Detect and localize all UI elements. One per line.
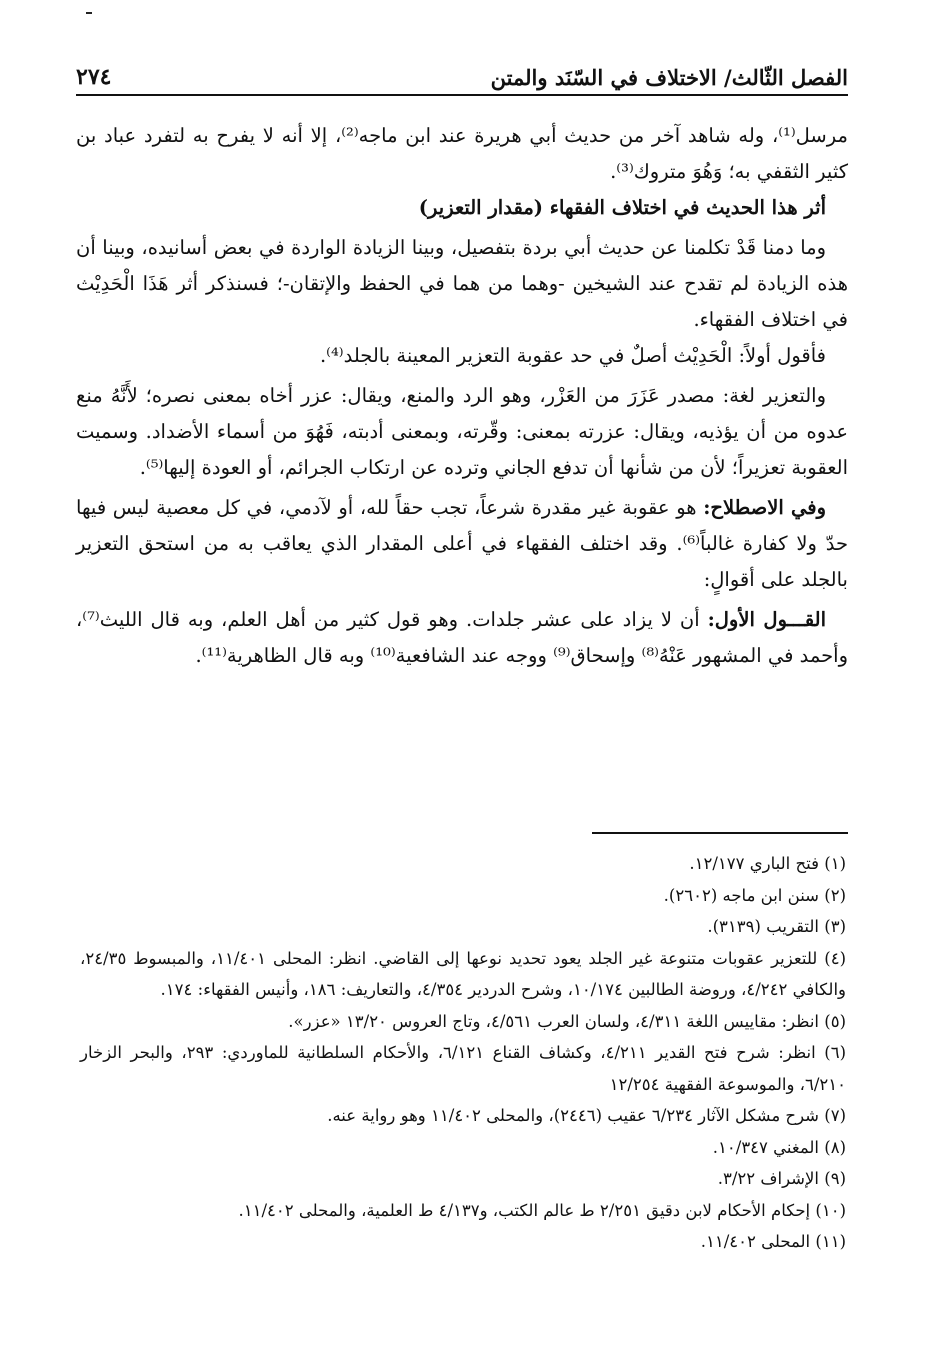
scan-mark bbox=[86, 12, 92, 14]
footnote-7: (٧) شرح مشكل الآثار ٦/٢٣٤ عقيب (٢٤٤٦)، والمحلى ١١/٤٠٢ وهو رواية عنه. bbox=[327, 1106, 846, 1125]
paragraph-5 bbox=[76, 490, 848, 598]
footnote-5: (٥) انظر: مقاييس اللغة ٤/٣١١، ولسان العرب ٤/٥٦١، وتاج العروس ١٣/٢٠ «عزر». bbox=[288, 1011, 846, 1031]
footnote-1: (١) فتح الباري ١٢/١٧٧. bbox=[689, 854, 846, 873]
term-label: وفي الاصطلاح: bbox=[703, 496, 827, 519]
definition-text: هو عقوبة غير مقدرة شرعاً، تجب حقاً لله، أو لآدمي، في كل معصية ليس فيها حدّ ولا كفارة غالباً⁽⁶⁾. وقد اختلف الفقهاء في أعلى المقدار الذي يعاقب به من استحق التعزير بالجلد على أقوالٍ: bbox=[76, 496, 848, 591]
paragraph-1: مرسل⁽¹⁾، وله شاهد آخر من حديث أبي هريرة عند ابن ماجه⁽²⁾، إلا أنه لا يفرح به لتفرد عباد بن كثير الثقفي به؛ وَهُوَ متروك⁽³⁾. bbox=[76, 124, 848, 183]
footnote-6: (٦) انظر: شرح فتح القدير ٤/٢١١، وكشاف القناع ٦/١٢١، والأحكام السلطانية للماوردي: ٢٩٣، والبحر الزخار ٦/٢١٠، والموسوعة الفقهية ١٢/٢٥٤ bbox=[80, 1043, 846, 1094]
running-title: الفصل الثّالث/ الاختلاف في السّنَد والمتن bbox=[490, 65, 848, 90]
footnotes bbox=[80, 848, 846, 1258]
footnote-separator bbox=[592, 832, 848, 834]
paragraph-3: فأقول أولاً: الْحَدِيْث أصلٌ في حد عقوبة التعزير المعينة بالجلد⁽⁴⁾. bbox=[319, 344, 826, 367]
footnote-10: (١٠) إحكام الأحكام لابن دقيق ٢/٢٥١ ط عالم الكتب، و٤/١٣٧ ط العلمية، والمحلى ١١/٤٠٢. bbox=[238, 1200, 846, 1220]
footnote-8: (٨) المغني ١٠/٣٤٧. bbox=[712, 1137, 846, 1157]
footnote-3: (٣) التقريب (٣١٣٩). bbox=[707, 917, 846, 936]
paragraph-2: وما دمنا قَدْ تكلمنا عن حديث أبي بردة بتفصيل، وبينا الزيادة الواردة في بعض أسانيده، وبينا أن هذه الزيادة لم تقدح عند الشيخين -وهما من هما في الحفظ والإتقان-؛ فسنذكر أثر هَذَا الْحَدِيْث في اختلاف الفقهاء. bbox=[76, 236, 848, 331]
first-opinion-label: القـــول الأول: bbox=[707, 608, 827, 631]
main-text bbox=[76, 118, 848, 674]
footnote-9: (٩) الإشراف ٣/٢٢. bbox=[717, 1169, 846, 1188]
page-number: ٢٧٤ bbox=[76, 64, 112, 90]
section-heading: أثر هذا الحديث في اختلاف الفقهاء (مقدار التعزير) bbox=[418, 196, 826, 219]
paragraph-4: والتعزير لغة: مصدر عَزَرَ من العَزْر، وهو الرد والمنع، ويقال: عزر أخاه بمعنى نصره؛ لأَنَّهُ منع عدوه من أن يؤذيه، ويقال: عزرته بمعنى: وقّرته، وبمعنى أدبته، فَهُوَ من أسماء الأضداد. وسميت العقوبة تعزيراً؛ لأن من شأنها أن تدفع الجاني وترده عن ارتكاب الجرائم، أو العودة إليها⁽⁵⁾. bbox=[76, 384, 848, 479]
paragraph-6 bbox=[76, 602, 848, 674]
first-opinion-text: أن لا يزاد على عشر جلدات. وهو قول كثير من أهل العلم، وبه قال الليث⁽⁷⁾، وأحمد في المشهور عَنْهُ⁽⁸⁾ وإسحاق⁽⁹⁾ ووجه عند الشافعية⁽¹⁰⁾ وبه قال الظاهرية⁽¹¹⁾. bbox=[76, 608, 848, 667]
footnote-2: (٢) سنن ابن ماجه (٢٦٠٢). bbox=[663, 885, 846, 905]
footnote-11: (١١) المحلى ١١/٤٠٢. bbox=[700, 1232, 846, 1251]
page-header bbox=[76, 56, 848, 96]
footnote-4: (٤) للتعزير عقوبات متنوعة غير الجلد يعود تحديد نوعها إلى القاضي. انظر: المحلى ١١/٤٠١، والمبسوط ٢٤/٣٥، والكافي ٤/٢٤٢، وروضة الطالبين ١٠/١٧٤، وشرح الدردير ٤/٣٥٤، والتعاريف: ١٨٦، وأنيس الفقهاء: ١٧٤. bbox=[80, 948, 846, 999]
